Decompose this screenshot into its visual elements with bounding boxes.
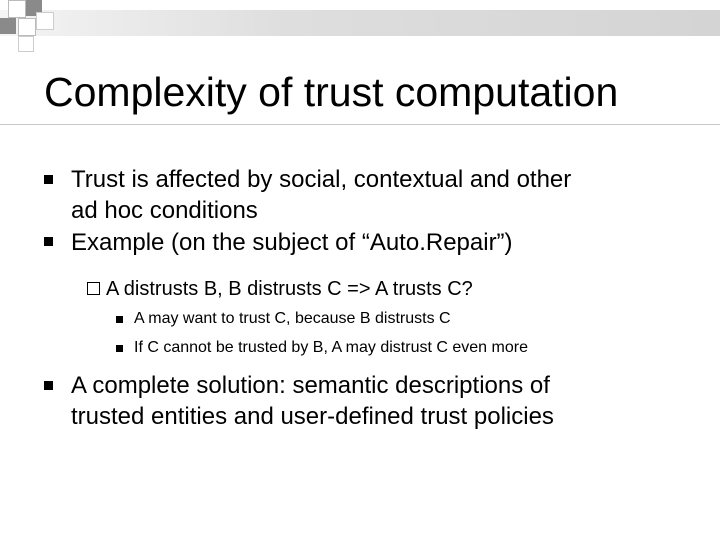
bullet-square-icon <box>116 345 123 352</box>
title-divider <box>0 124 720 125</box>
deco-square <box>0 18 16 34</box>
bullet-text <box>71 164 571 226</box>
deco-square <box>8 0 26 18</box>
bullet-line: Trust is affected by social, contextual and other <box>71 166 572 193</box>
bullet-square-icon <box>44 381 53 390</box>
bullet-square-icon <box>44 237 53 246</box>
deco-square <box>36 12 54 30</box>
bullet-square-icon <box>44 175 53 184</box>
sub-sub-bullet-text: A may want to trust C, because B distrusts C <box>134 310 451 327</box>
deco-band <box>0 10 720 36</box>
hollow-square-icon <box>87 282 100 295</box>
bullet-text: Example (on the subject of “Auto.Repair”) <box>71 229 513 256</box>
header-decoration <box>0 0 720 60</box>
deco-square <box>18 36 34 52</box>
bullet-line: ad hoc conditions <box>71 197 258 224</box>
sub-bullet-text: A distrusts B, B distrusts C => A trusts C? <box>106 278 473 300</box>
deco-square <box>18 18 36 36</box>
bullet-text <box>71 370 554 432</box>
sub-sub-bullet-text: If C cannot be trusted by B, A may distrust C even more <box>134 339 528 356</box>
bullet-line: trusted entities and user-defined trust policies <box>71 403 554 430</box>
bullet-square-icon <box>116 316 123 323</box>
bullet-line: A complete solution: semantic descriptions of <box>71 372 550 399</box>
slide-title: Complexity of trust computation <box>44 69 619 115</box>
